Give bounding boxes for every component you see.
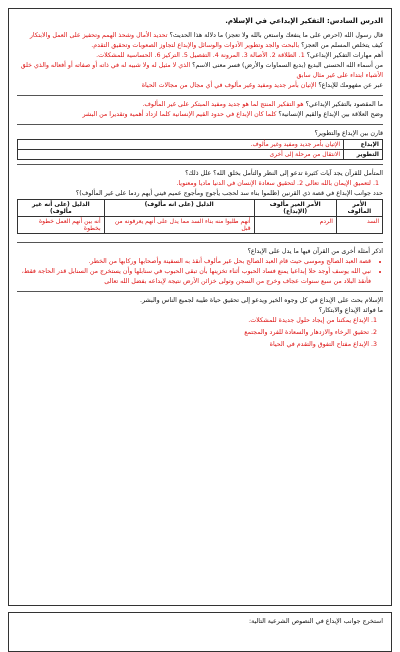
question-text: ما المقصود بالتفكير الإبداعي؟ bbox=[305, 101, 383, 108]
column-header: الدليل (على أنه غير مألوف) bbox=[18, 200, 105, 217]
list-item: 3. الإبداع مفتاح التفوق والتقدم في الحياة bbox=[17, 340, 369, 350]
answer-text: الإتيان بأمر جديد ومفيد وغير مألوف في أي مجال من مجالات الحياة bbox=[141, 82, 317, 89]
table-cell: السد bbox=[336, 217, 382, 234]
examples-list bbox=[17, 257, 383, 287]
divider bbox=[17, 291, 383, 292]
table-cell: الردم bbox=[254, 217, 336, 234]
divider bbox=[17, 124, 383, 125]
compare-table bbox=[17, 139, 383, 160]
next-question: استخرج جوانب الإبداع في النصوص الشرعية التالية: bbox=[248, 618, 383, 625]
list-item: 1. الإبداع يمكننا من إيجاد حلول جديدة للمشكلات. bbox=[17, 316, 369, 326]
table-row bbox=[18, 150, 383, 160]
question-text: من أسماء الله الحسنى البديع (بديع السماوات والأرض) فسر معنى الاسم؟ bbox=[192, 62, 383, 69]
question-values-relation bbox=[17, 110, 383, 120]
reflect-answer bbox=[17, 179, 383, 189]
benefits-question: ما فوائد الإبداع والابتكار؟ bbox=[318, 307, 383, 314]
question-text: عبر عن مفهومك للإبداع؟ bbox=[318, 82, 383, 89]
divider bbox=[17, 242, 383, 243]
answer-text: تحديد الأمال وشحذ الهمم وتحفيز على العمل والابتكار bbox=[29, 32, 168, 39]
column-header: الدليل (على انه مألوف) bbox=[104, 200, 254, 217]
table-row bbox=[18, 217, 383, 234]
answer-text: بالبحث والجد وتطوير الأدوات والوسائل والإبداع لتجاوز الصعوبات وتحقيق التقدم. bbox=[91, 42, 300, 49]
table-cell: أنهم طلبوا منه بناء السد مما يدل على أنهم يعرفونه من قبل bbox=[104, 217, 254, 234]
question-text: كيف يتخلص المسلم من العجز؟ bbox=[301, 42, 383, 49]
table-row bbox=[18, 140, 383, 150]
dhul-question: حدد جوانب الإبداع في قصة ذي القرنين (ظلموا بناء سد لحجب يأجوج ومأجوج عميم فيني أيهم ردما على غير المألوف)؟ bbox=[75, 190, 383, 197]
row-label: التطوير bbox=[344, 150, 383, 160]
row-value: الإتيان بأمر جديد ومفيد وغير مألوف. bbox=[18, 140, 344, 150]
row-label: الإبداع bbox=[344, 140, 383, 150]
answer-text: هو التفكير المنتج لما هو جديد ومفيد المبتكر على غير المألوف. bbox=[142, 101, 304, 108]
question-hadith bbox=[17, 31, 383, 41]
list-number: 1. bbox=[372, 180, 379, 187]
examples-question: اذكر أمثلة أخرى من القرآن فيها ما يدل على الإبداع؟ bbox=[247, 248, 383, 255]
answer-text: كلما كان الإبداع في حدود القيم الإنسانية كلما ازداد أهمية وتقديرا من البشر bbox=[82, 111, 277, 118]
dhul-table bbox=[17, 199, 383, 234]
column-header: الأمر المألوف bbox=[336, 200, 382, 217]
question-text: قال رسول الله (احرص على ما ينفعك واستعن بالله ولا تعجز) ما دلالة هذا الحديث؟ bbox=[169, 32, 383, 39]
page-title: الدرس السادس: التفكير الإبداعي في الإسلام. bbox=[225, 17, 383, 25]
question-weakness bbox=[17, 41, 383, 51]
divider bbox=[17, 95, 383, 96]
answer-text: الذي لا مثيل له ولا شبيه له في ذاته أو صفاته أو أفعاله والذي خلق الأشياء ابتداء على غير مثال سابق bbox=[20, 62, 383, 79]
answer-text: لتعميق الإيمان بالله تعالى 2. لتحقيق سعادة الإنسان في الدنيا ماديا ومعنويا. bbox=[176, 180, 371, 187]
islam-statement: الإسلام بحث على الإبداع في كل وجوه الخير ويدعو إلى تحقيق حياة طيبة لجميع الناس والبشر. bbox=[139, 297, 383, 304]
question-creativity-concept bbox=[17, 81, 383, 91]
question-badee bbox=[17, 61, 383, 81]
answer-text: 1. الطلاقة 2. الأصالة 3. المرونة 4. التفصيل 5. التركيز 6. الحساسية للمشكلات. bbox=[96, 52, 305, 59]
worksheet-page bbox=[8, 8, 392, 606]
column-header: الأمر الغير مألوف (الإبداع) bbox=[254, 200, 336, 217]
question-text: أهم مهارات التفكير الإبداعي؟ bbox=[306, 52, 383, 59]
question-skills bbox=[17, 51, 383, 61]
list-item: • قصة العبد الصالح وموسى حيث قام العبد الصالح بحل غير مألوف أنقذ به السفينة وأصحابها وركابها من الخطر. bbox=[17, 257, 371, 267]
next-page bbox=[8, 612, 392, 652]
reflect-question: المتأمل للقرآن يجد آيات كثيرة تدعو إلى النظر والتأمل بخلق الله؟ علل ذلك؟ bbox=[185, 170, 383, 177]
compare-heading: قارن بين الإبداع والتطوير؟ bbox=[314, 130, 383, 137]
divider bbox=[17, 164, 383, 165]
question-creative-thinking bbox=[17, 100, 383, 110]
question-text: وضح العلاقة بين الإبداع والقيم الإنسانية؟ bbox=[278, 111, 383, 118]
list-item: • نبي الله يوسف أوجد حلا إبداعيا يمنع فساد الحبوب أثناء تخزينها بأن تبقى الحبوب في سنابلها وأن يستخرج من السنابل قدر الحاجة فقط، فأنقذ البلاد من سبع سنوات عجاف وخرج من السجن وتولى خزائن الأرض نتيجة لإبداعه بفضل الله تعالى bbox=[17, 267, 371, 287]
benefits-list bbox=[17, 316, 383, 350]
table-header-row bbox=[18, 200, 383, 217]
row-value: الانتقال من مرحلة إلى أخرى bbox=[18, 150, 344, 160]
table-cell: أنه بين أنهم العمل خطوة بخطوة bbox=[18, 217, 105, 234]
list-item: 2. تحقيق الرخاء والازدهار والسعادة للفرد والمجتمع bbox=[17, 328, 369, 338]
